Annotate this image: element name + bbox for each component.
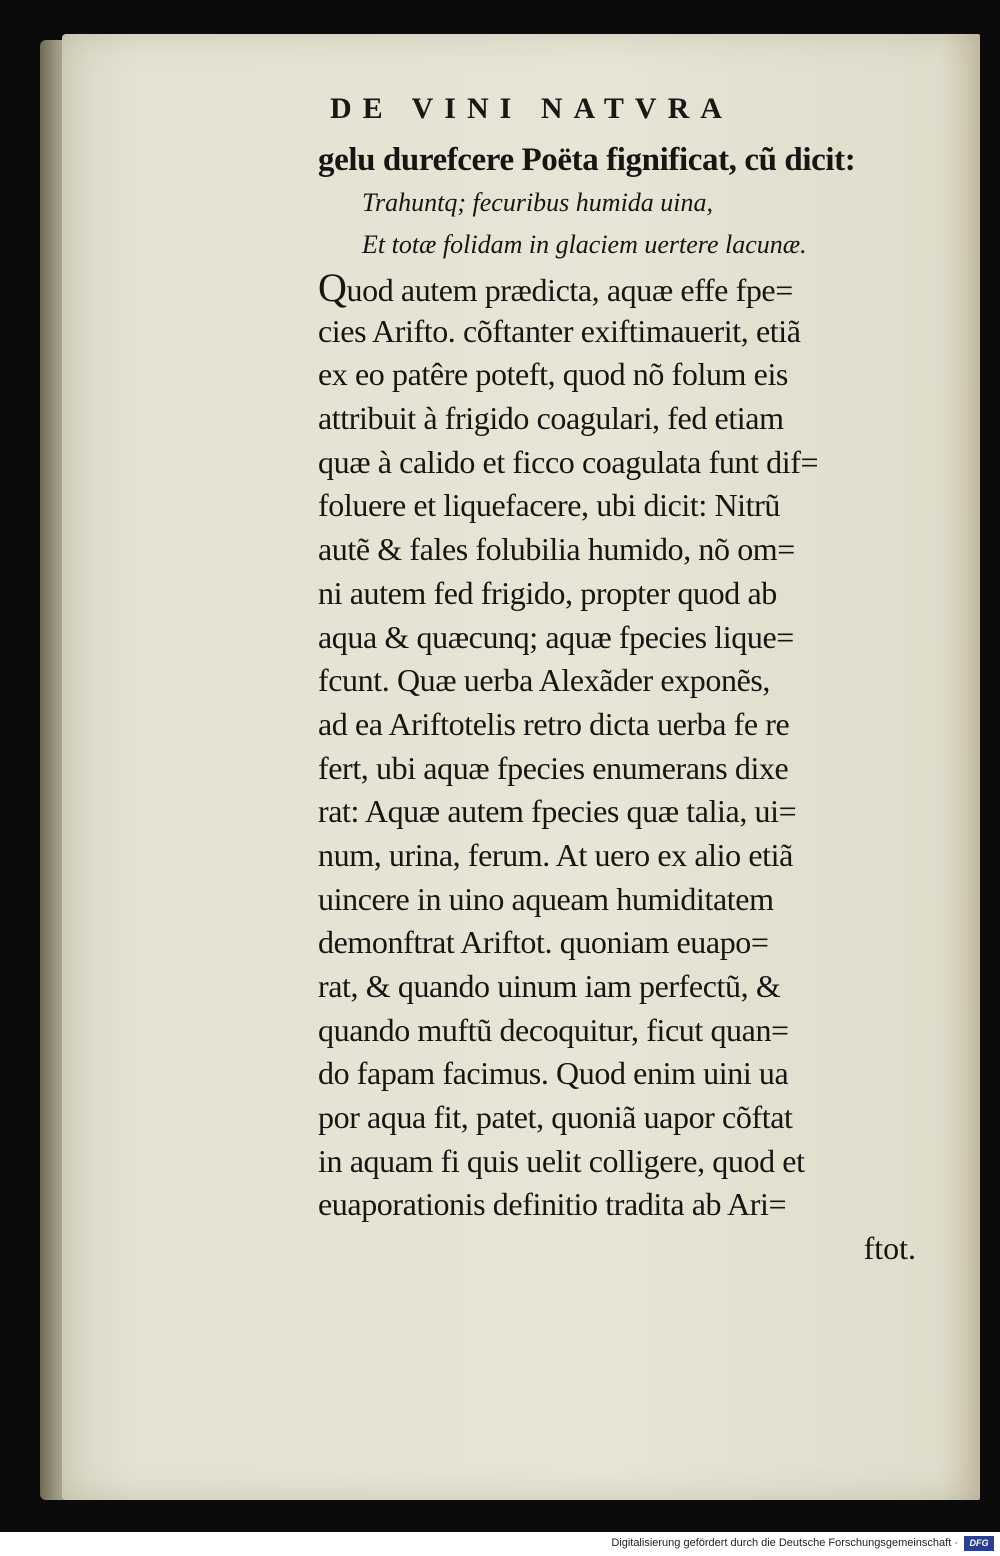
text-line: attribuit à frigido coagulari, fed etiam [318,400,784,437]
text-line: in aquam fi quis uelit colligere, quod et [318,1142,805,1179]
text-line: demonftrat Ariftot. quoniam euapo= [318,924,769,961]
text-line: autẽ & fales folubilia humido, nõ om= [318,531,795,568]
page-gutter-shadow [940,34,980,1500]
text-line: ad ea Ariftotelis retro dicta uerba fe re [318,705,790,742]
text-line: do fapam facimus. Quod enim uini ua [318,1055,789,1092]
text-line: rat: Aquæ autem fpecies quæ talia, ui= [318,793,797,830]
text-line: quæ à calido et ficco coagulata funt dif= [318,443,819,480]
text-line: cies Arifto. cõftanter exiftimauerit, etiã [318,312,801,349]
verse-line: Et totæ folidam in glaciem uertere lacunæ. [362,230,807,259]
text-block [318,138,928,1270]
text-line: aqua & quæcunq; aquæ fpecies lique= [318,618,794,655]
text-line: uincere in uino aqueam humiditatem [318,880,774,917]
text-line: fert, ubi aquæ fpecies enumerans dixe [318,749,789,786]
running-head: DE VINI NATVRA [330,92,733,125]
text-line: fcunt. Quæ uerba Alexãder exponẽs, [318,662,771,699]
text-line: quando muftũ decoquitur, ficut quan= [318,1011,789,1048]
text-line: rat, & quando uinum iam perfectũ, & [318,968,781,1004]
text-line: ni autem fed frigido, propter quod ab [318,574,777,611]
text-line: Quod autem prædicta, aquæ effe fpe= [318,265,793,310]
text-line: euaporationis definitio tradita ab Ari= [318,1186,787,1223]
text-line: por aqua fit, patet, quoniã uapor cõftat [318,1099,793,1136]
dfg-logo-icon: DFG [964,1536,994,1551]
text-line: ex eo patêre poteft, quod nõ folum eis [318,356,788,393]
funding-credit: Digitalisierung gefördert durch die Deutsche Forschungsgemeinschaft · [611,1537,958,1549]
footer-bar [0,1532,1000,1556]
opening-line: gelu durefcere Poëta fignificat, cũ dicit: [318,142,856,178]
text-line: num, urina, ferum. At uero ex alio etiã [318,836,793,873]
catchword: ftot. [863,1230,916,1267]
verse-line: Trahuntq; fecuribus humida uina, [362,188,714,217]
text-line: foluere et liquefacere, ubi dicit: Nitrũ [318,487,781,524]
